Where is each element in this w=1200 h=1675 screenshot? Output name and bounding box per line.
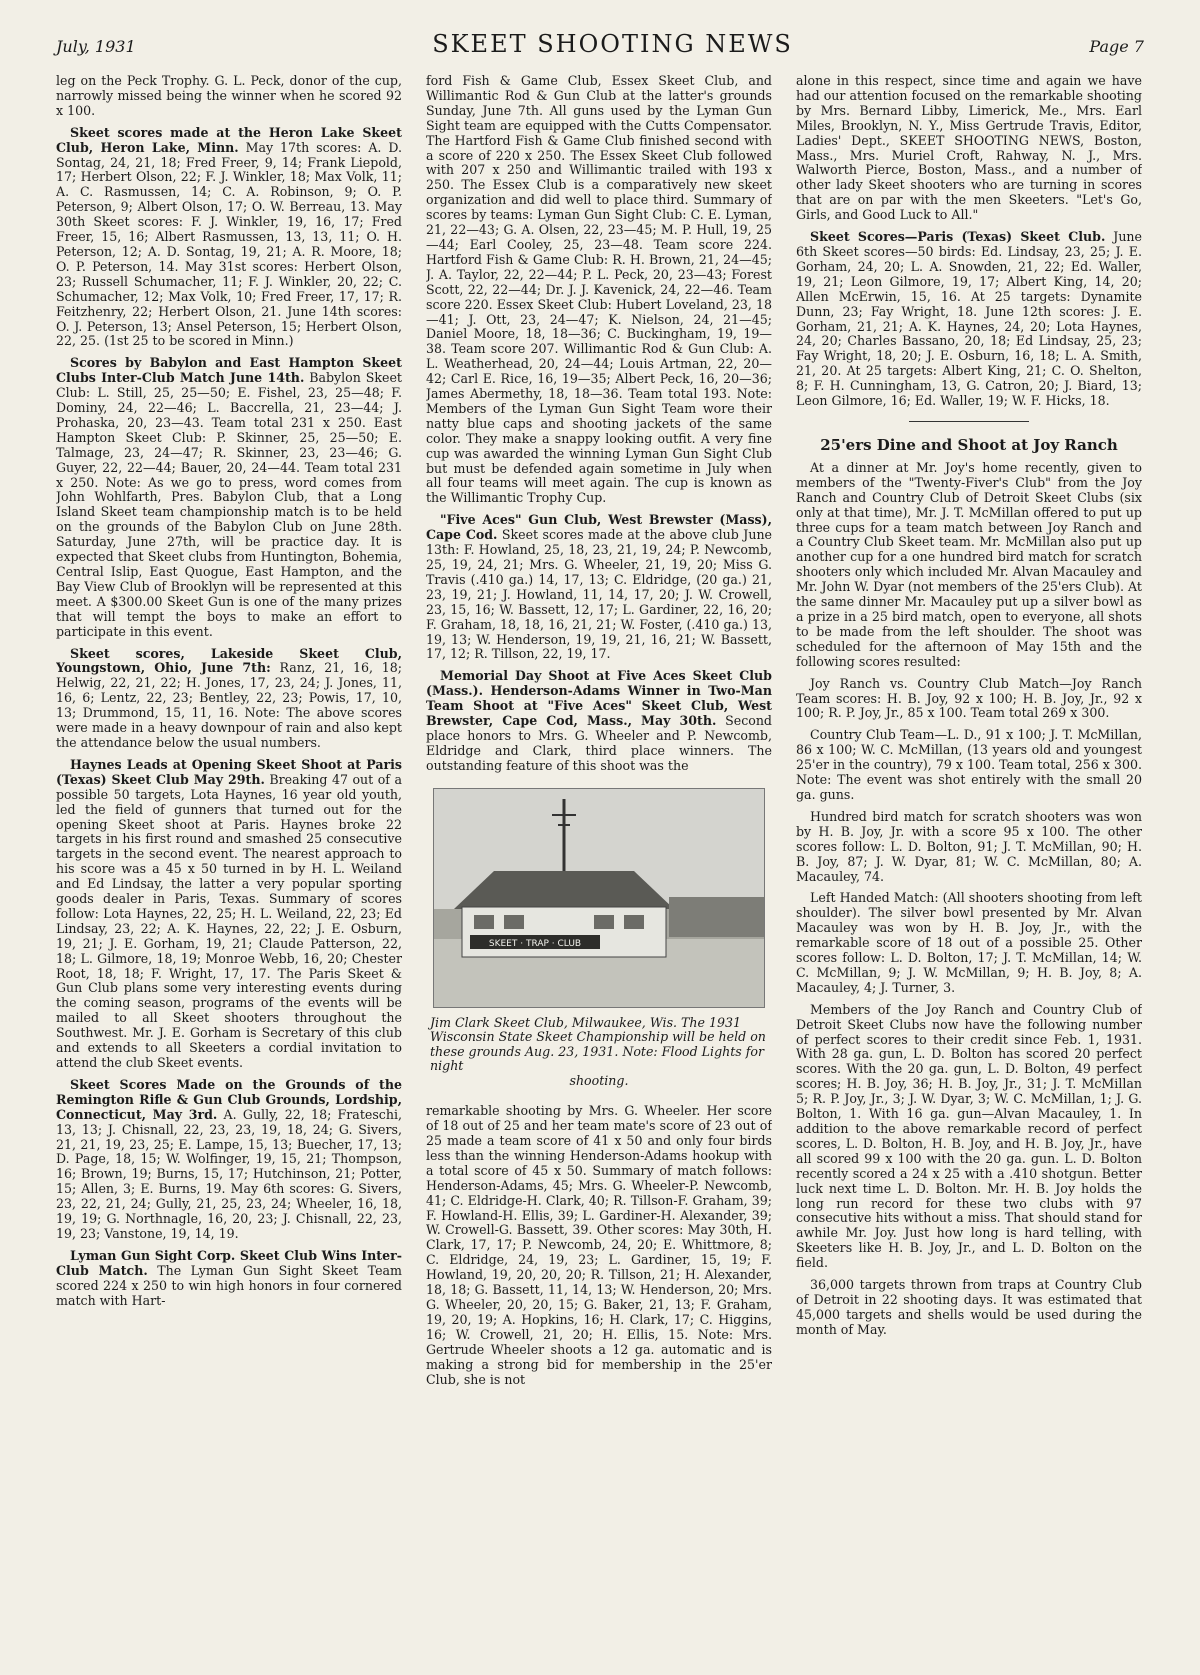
paragraph: 36,000 targets thrown from traps at Country Club of Detroit in 22 shooting days. It was estimated that 45,000 targets and shells would be used during the month of May. (796, 1277, 1142, 1337)
paragraph-lead: Haynes Leads at Opening Skeet Shoot at Paris (Texas) Skeet Club May 29th. (56, 756, 402, 787)
paragraph-body: Second place honors to Mrs. G. Wheeler and P. Newcomb, Eldridge and Clark, third place winners. The outstanding feature of this shoot was the (426, 713, 772, 773)
paragraph: alone in this respect, since time and again we have had our attention focused on the remarkable shooting by Mrs. Bernard Libby, Limerick, Me., Mrs. Earl Miles, Brooklyn, N. Y., Miss Gertrude Travis, Editor, Ladies' Dept., SKEET SHOOTING NEWS, Boston, Mass., Mrs. Muriel Croft, Rahway, N. J., Mrs. Walworth Pierce, Boston, Mass., and a number of other lady Skeet shooters who are turning in scores that are on par with the men Skeeters. "Let's Go, Girls, and Good Luck to All." (796, 74, 1142, 223)
publication-title: SKEET SHOOTING NEWS (432, 30, 793, 58)
photo-caption (426, 1016, 772, 1089)
article-title: 25'ers Dine and Shoot at Joy Ranch (820, 435, 1118, 454)
paragraph-body: Breaking 47 out of a possible 50 targets, Lota Haynes, 16 year old youth, led the field of gunners that turned out for the opening Skeet shoot at Paris. Haynes broke 22 targets in his first round and smashed 25 consecutive targets in the second event. The nearest approach to his score was a 45 x 50 turned in by H. L. Weiland and Ed Lindsay, the latter a very popular sporting goods dealer in Paris, Texas. Summary of scores follow: Lota Haynes, 22, 25; H. L. Weiland, 22, 23; Ed Lindsay, 23, 22; A. K. Haynes, 22, 22; J. E. Osburn, 19, 21; J. E. Gorham, 19, 21; Claude Patterson, 22, 18; L. Gilmore, 18, 19; Monroe Webb, 16, 20; Chester Root, 18, 18; F. Wright, 17, 17. The Paris Skeet & Gun Club plans some very interesting events during the coming season, programs of the events will be mailed to all Skeet shooters throughout the Southwest. Mr. J. E. Gorham is Secretary of this club and extends to all Skeeters a cordial invitation to attend the club Skeet events. (56, 771, 402, 1070)
photo-sign-text: SKEET · TRAP · CLUB (488, 938, 582, 949)
paragraph (426, 513, 772, 662)
paragraph-lead: Memorial Day Shoot at Five Aces Skeet Club (Mass.). Henderson-Adams Winner in Two-Man Team Shoot at "Five Aces" Skeet Club, West Brewster, Cape Cod, Mass., May 30th. (426, 668, 772, 729)
paragraph-body: May 17th scores: A. D. Sontag, 24, 21, 18; Fred Freer, 9, 14; Frank Liepold, 17; Herbert Olson, 22; F. J. Winkler, 18; Max Volk, 11; A. C. Rasmussen, 14; C. A. Robinson, 9; O. P. Peterson, 9; Albert Olson, 17; O. W. Berreau, 13. May 30th Skeet scores: F. J. Winkler, 19, 16, 17; Fred Freer, 15, 16; Albert Rasmussen, 13, 13, 11; O. H. Peterson, 12; A. D. Sontag, 19, 21; A. R. Moore, 18; O. P. Peterson, 14. May 31st scores: Herbert Olson, 23; Russell Schumacher, 11; F. J. Winkler, 20, 22; C. Schumacher, 12; Max Volk, 10; Fred Freer, 17, 17; R. Feitzhenry, 22; Herbert Olson, 21. June 14th scores: O. J. Peterson, 13; Ansel Peterson, 15; Herbert Olson, 22, 25. (1st 25 to be scored in Minn.) (56, 139, 402, 349)
paragraph (56, 356, 402, 639)
column-1 (56, 74, 402, 1664)
paragraph-body: June 6th Skeet scores—50 birds: Ed. Lindsay, 23, 25; J. E. Gorham, 24, 20; L. A. Snowden, 21, 22; Ed. Waller, 19, 21; Leon Gilmore, 19, 17; Albert King, 14, 20; Allen McErwin, 15, 16. At 25 targets: Dynamite Dunn, 23; Fay Wright, 18. June 12th scores: J. E. Gorham, 21, 21; A. K. Haynes, 24, 20; Lota Haynes, 24, 20; Charles Bassano, 20, 18; Ed Lindsay, 25, 23; Fay Wright, 18, 20; J. E. Osburn, 16, 18; L. A. Smith, 21, 20. At 25 targets: Albert King, 21; C. O. Shelton, 8; F. H. Cunningham, 13, G. Catron, 20; J. Biard, 13; Leon Gilmore, 16; Ed. Waller, 19; W. F. Hicks, 18. (796, 229, 1142, 409)
paragraph-lead: "Five Aces" Gun Club, West Brewster (Mass), Cape Cod. (426, 512, 772, 543)
paragraph-lead: Scores by Babylon and East Hampton Skeet Clubs Inter-Club Match June 14th. (56, 355, 402, 386)
paragraph: Left Handed Match: (All shooters shooting from left shoulder). The silver bowl presented by Mr. Alvan Macauley was won by H. B. Joy, Jr., with the remarkable score of 18 out of a possible 25. Other scores follow: L. D. Bolton, 17; J. T. McMillan, 14; W. C. McMillan, 9; J. W. McMillan, 9; H. B. Joy, 8; A. Macauley, 4; J. Turner, 3. (796, 890, 1142, 995)
paragraph-lead: Lyman Gun Sight Corp. Skeet Club Wins Inter-Club Match. (56, 1247, 402, 1278)
paragraph (426, 669, 772, 773)
paragraph: At a dinner at Mr. Joy's home recently, given to members of the "Twenty-Fiver's Club" from the Joy Ranch and Country Club of Detroit Skeet Clubs (six only at that time), Mr. J. T. McMillan offered to put up three cups for a team match between Joy Ranch and a Country Club Skeet team. Mr. McMillan also put up another cup for a one hundred bird match for scratch shooters only which included Mr. Alvan Macauley and Mr. John W. Dyar (not members of the 25'ers Club). At the same dinner Mr. Macauley put up a silver bowl as a prize in a 25 bird match, open to everyone, all shots to be made from the left shoulder. The shoot was scheduled for the afternoon of May 15th and the following scores resulted: (796, 459, 1142, 669)
paragraph: remarkable shooting by Mrs. G. Wheeler. Her score of 18 out of 25 and her team mate's score of 23 out of 25 made a team score of 41 x 50 and only four birds less than the winning Henderson-Adams hookup with a total score of 45 x 50. Summary of match follows: Henderson-Adams, 45; Mrs. G. Wheeler-P. Newcomb, 41; C. Eldridge-H. Clark, 40; R. Tillson-F. Graham, 39; F. Howland-H. Ellis, 39; L. Gardiner-H. Alexander, 39; W. Crowell-G. Bassett, 39. Other scores: May 30th, H. Clark, 17, 17; P. Newcomb, 24, 20; E. Whittmore, 8; C. Eldridge, 24, 19, 23; L. Gardiner, 15, 19; F. Howland, 19, 20, 20, 20; R. Tillson, 21; H. Alexander, 18, 18; G. Bassett, 11, 14, 13; W. Henderson, 20; Mrs. G. Wheeler, 20, 20, 15; G. Baker, 21, 13; F. Graham, 19, 20, 19; A. Hopkins, 16; H. Clark, 17; C. Higgins, 16; W. Crowell, 21, 20; H. Ellis, 15. Note: Mrs. Gertrude Wheeler shoots a 12 ga. automatic and is making a strong bid for membership in the 25'er Club, she is not (426, 1103, 772, 1387)
paragraph: Hundred bird match for scratch shooters was won by H. B. Joy, Jr. with a score 95 x 100. The other scores follow: L. D. Bolton, 91; J. T. McMillan, 90; H. B. Joy, 87; J. W. Dyar, 81; W. C. McMillan, 80; A. Macauley, 74. (796, 808, 1142, 884)
paragraph: leg on the Peck Trophy. G. L. Peck, donor of the cup, narrowly missed being the winner when he scored 92 x 100. (56, 74, 402, 118)
paragraph-lead: Skeet scores, Lakeside Skeet Club, Youngstown, Ohio, June 7th: (56, 645, 402, 676)
paragraph (56, 1249, 402, 1309)
clubhouse-photo (433, 788, 765, 1008)
column-3 (796, 74, 1142, 1664)
paragraph: Joy Ranch vs. Country Club Match—Joy Ranch Team scores: H. B. Joy, 92 x 100; H. B. Joy, Jr., 92 x 100; R. P. Joy, Jr., 85 x 100. Team total 269 x 300. (796, 675, 1142, 721)
page-header (56, 30, 1144, 64)
issue-date: July, 1931 (56, 37, 136, 56)
column-2 (426, 74, 772, 1664)
columns (56, 74, 1144, 1664)
caption-end: shooting. (569, 1072, 629, 1088)
caption-text: Jim Clark Skeet Club, Milwaukee, Wis. The 1931 Wisconsin State Skeet Championship will be held on these grounds Aug. 23, 1931. Note: Flood Lights for night (430, 1014, 766, 1074)
paragraph (56, 1078, 402, 1242)
paragraph-body: A. Gully, 22, 18; Frateschi, 13, 13; J. Chisnall, 22, 23, 23, 19, 18, 24; G. Sivers, 21, 21, 19, 23, 25; E. Lampe, 15, 13; Buecher, 17, 13; D. Page, 18, 15; W. Wolfinger, 19, 15, 21; Thompson, 16; Brown, 19; Burns, 15, 17; Hutchinson, 21; Potter, 15; Allen, 3; E. Burns, 19. May 6th scores: G. Sivers, 23, 22, 21, 24; Gully, 21, 25, 23, 24; Wheeler, 16, 18, 19, 19; G. Northnagle, 16, 20, 23; J. Chisnall, 22, 23, 19, 23; Vanstone, 19, 14, 19. (56, 1106, 402, 1241)
paragraph: ford Fish & Game Club, Essex Skeet Club, and Willimantic Rod & Gun Club at the latter's grounds Sunday, June 7th. All guns used by the Lyman Gun Sight team are equipped with the Cutts Compensator. The Hartford Fish & Game Club finished second with a score of 220 x 250. The Essex Skeet Club followed with 207 x 250 and Willimantic trailed with 193 x 250. The Essex Club is a comparatively new skeet organization and did well to place third. Summary of scores by teams: Lyman Gun Sight Club: C. E. Lyman, 21, 22—43; G. A. Olsen, 22, 23—45; M. P. Hull, 19, 25—44; Earl Cooley, 25, 23—48. Team score 224. Hartford Fish & Game Club: R. H. Brown, 21, 24—45; J. A. Taylor, 22, 22—44; P. L. Peck, 20, 23—43; Forest Scott, 22, 22—44; Dr. J. J. Kavenick, 24, 22—46. Team score 220. Essex Skeet Club: Hubert Loveland, 23, 18—41; J. Ott, 23, 24—47; K. Nielson, 24, 21—45; Daniel Moore, 18, 18—36; C. Buckingham, 19, 19—38. Team score 207. Willimantic Rod & Gun Club: A. L. Weatherhead, 20, 24—44; Louis Artman, 22, 20—42; Carl E. Rice, 16, 19—35; Albert Peck, 16, 20—36; James Abermethy, 18, 18—36. Team total 193. Note: Members of the Lyman Gun Sight Team wore their natty blue caps and shooting jackets of the same color. They make a snappy looking outfit. A very fine cup was awarded the winning Lyman Gun Sight Club but must be defended again sometime in July when all four teams will meet again. The cup is known as the Willimantic Trophy Cup. (426, 74, 772, 506)
paragraph: Members of the Joy Ranch and Country Club of Detroit Skeet Clubs now have the following number of perfect scores to their credit since Feb. 1, 1931. With 28 ga. gun, L. D. Bolton has scored 20 perfect scores. With the 20 ga. gun, L. D. Bolton, 49 perfect scores; H. B. Joy, 36; H. B. Joy, Jr., 31; J. T. McMillan 5; R. P. Joy, Jr., 3; J. W. Dyar, 3; W. C. McMillan, 1; J. G. Bolton, 1. With 16 ga. gun—Alvan Macauley, 1. In addition to the above remarkable record of perfect scores, L. D. Bolton, H. B. Joy, and H. B. Joy, Jr., have all scored 99 x 100 with the 20 ga. gun. L. D. Bolton recently scored a 24 x 25 with a .410 shotgun. Better luck next time L. D. Bolton. Mr. H. B. Joy holds the long run record for these two clubs with 97 consecutive hits without a miss. That should stand for awhile Mr. Joy. Just how long is hard telling, with Skeeters like H. B. Joy, Jr., and L. D. Bolton on the field. (796, 1001, 1142, 1271)
paragraph-body: The Lyman Gun Sight Skeet Team scored 224 x 250 to win high honors in four cornered match with Hart- (56, 1262, 402, 1308)
paragraph-lead: Skeet Scores Made on the Grounds of the Remington Rifle & Gun Club Grounds, Lordship, Connecticut, May 3rd. (56, 1076, 402, 1122)
paragraph: Country Club Team—L. D., 91 x 100; J. T. McMillan, 86 x 100; W. C. McMillan, (13 years old and youngest 25'er in the country), 79 x 100. Team total, 256 x 300. Note: The event was shot entirely with the small 20 ga. guns. (796, 727, 1142, 802)
paragraph-lead: Skeet Scores—Paris (Texas) Skeet Club. (810, 229, 1106, 245)
section-divider (909, 421, 1029, 422)
paragraph (56, 126, 402, 350)
clubhouse-illustration (434, 789, 764, 1007)
paragraph (796, 230, 1142, 409)
paragraph-body: Ranz, 21, 16, 18; Helwig, 22, 21, 22; H. Jones, 17, 23, 24; J. Jones, 11, 16, 6; Lentz, 22, 23; Bentley, 22, 23; Powis, 17, 10, 13; Drummond, 15, 11, 16. Note: The above scores were made in a heavy downpour of rain and also kept the attendance below the usual numbers. (56, 660, 402, 750)
paragraph (56, 647, 402, 751)
paragraph (56, 758, 402, 1071)
paragraph-body: Skeet scores made at the above club June 13th: F. Howland, 25, 18, 23, 21, 19, 24; P. Newcomb, 25, 19, 24, 21; Mrs. G. Wheeler, 21, 19, 20; Miss G. Travis (.410 ga.) 14, 17, 13; C. Eldridge, (20 ga.) 21, 23, 19, 21; J. Howland, 11, 14, 17, 20; J. W. Crowell, 23, 15, 16; W. Bassett, 12, 17; L. Gardiner, 22, 16, 20; F. Graham, 18, 18, 16, 21, 21; W. Foster, (.410 ga.) 13, 19, 13; W. Henderson, 19, 19, 21, 16, 21; W. Bassett, 17, 12; R. Tillson, 22, 19, 17. (426, 527, 772, 662)
page-number: Page 7 (1089, 37, 1144, 56)
paragraph-body: Babylon Skeet Club: L. Still, 25, 25—50; E. Fishel, 23, 25—48; F. Dominy, 24, 22—46; L. Baccrella, 21, 23—44; J. Prohaska, 20, 23—43. Team total 231 x 250. East Hampton Skeet Club: P. Skinner, 25, 25—50; E. Talmage, 23, 24—47; R. Skinner, 23, 23—46; G. Guyer, 22, 22—44; Bauer, 20, 24—44. Team total 231 x 250. Note: As we go to press, word comes from John Wohlfarth, Pres. Babylon Club, that a Long Island Skeet team championship match is to be held on the grounds of the Babylon Club on June 28th. Saturday, June 27th, will be practice day. It is expected that Skeet clubs from Huntington, Bohemia, Central Islip, East Quogue, East Hampton, and the Bay View Club of Brooklyn will be represented at this meet. A $300.00 Skeet Gun is one of the many prizes that will tempt the boys to make an effort to participate in this event. (56, 370, 402, 639)
paragraph-lead: Skeet scores made at the Heron Lake Skeet Club, Heron Lake, Minn. (56, 124, 402, 155)
